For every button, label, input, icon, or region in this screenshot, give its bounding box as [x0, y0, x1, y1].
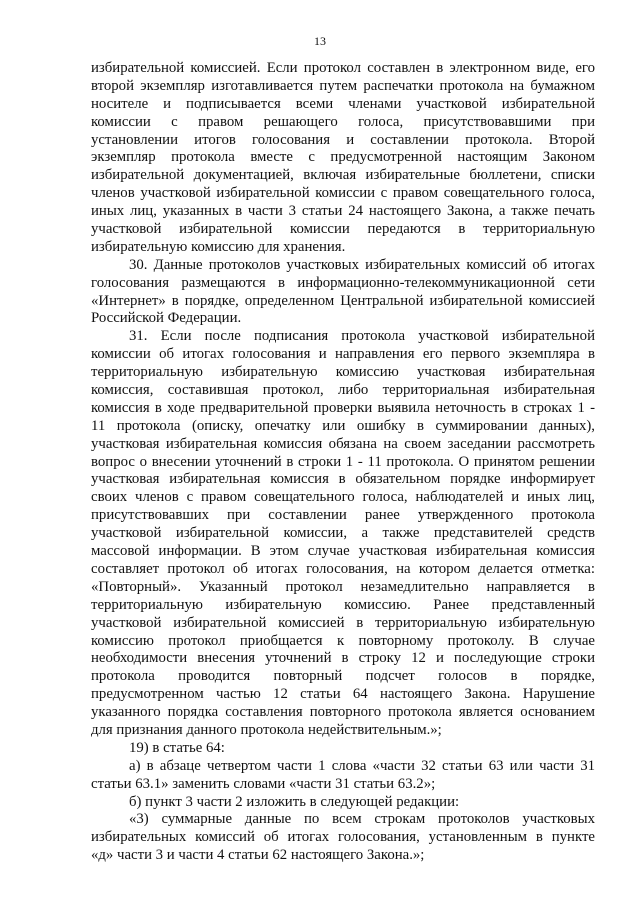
text-line: необходимости внесения уточнений в строку 12 и последующие строки — [91, 650, 595, 667]
text-line: вопрос о внесении уточнений в строки 1 - 11 протокола. О принятом решении — [91, 453, 595, 470]
text-line: 30. Данные протоколов участковых избирательных комиссий об итогах — [129, 256, 595, 273]
text-line: предусмотренном частью 12 статьи 64 настоящего Закона. Нарушение — [91, 686, 595, 703]
text-line: 31. Если после подписания протокола участковой избирательной — [129, 328, 595, 345]
text-line: комиссии об итогах голосования и направления его первого экземпляра в — [91, 346, 595, 363]
text-line: избирательную комиссию для хранения. — [91, 238, 346, 255]
text-line: для признания данного протокола недействительным.»; — [91, 721, 442, 738]
text-line: второй экземпляр изготавливается путем распечатки протокола на бумажном — [91, 77, 595, 94]
text-line: участковой избирательной комиссией в территориальную избирательную — [91, 614, 595, 631]
page-number: 13 — [314, 34, 326, 48]
text-line: 19) в статье 64: — [129, 739, 225, 756]
text-line: голосования размещаются в информационно-телекоммуникационной сети — [91, 274, 595, 291]
text-line: массовой информации. В этом случае участковая избирательная комиссия — [91, 543, 595, 560]
text-line: экземпляр протокола вместе с предусмотренной настоящим Законом — [91, 149, 595, 166]
text-line: комиссии с правом решающего голоса, присутствовавшими при — [91, 113, 595, 130]
text-line: территориальную избирательную комиссию участковая избирательная — [91, 364, 595, 381]
text-line: комиссия, составившая протокол, либо территориальная избирательная — [91, 382, 595, 399]
text-line: своих членов с правом совещательного голоса, наблюдателей и иных лиц, — [91, 489, 595, 506]
text-line: комиссию протокол приобщается к повторному протоколу. В случае — [91, 632, 595, 649]
text-line: протокола проводится повторный подсчет голосов в порядке, — [91, 668, 595, 685]
text-line: участковая избирательная комиссия в обязательном порядке информирует — [91, 471, 595, 488]
body-text — [91, 60, 595, 865]
text-line: «д» части 3 и части 4 статьи 62 настоящего Закона.»; — [91, 847, 425, 864]
text-line: иных лиц, указанных в части 3 статьи 24 настоящего Закона, а также печать — [91, 203, 595, 220]
text-line: членов участковой избирательной комиссии с правом совещательного голоса, — [91, 185, 595, 202]
text-line: комиссия в ходе предварительной проверки выявила неточность в строках 1 - — [91, 399, 595, 416]
text-line: участковой избирательной комиссии, а также представителей средств — [91, 525, 595, 542]
text-line: избирательных комиссий об итогах голосования, установленным в пункте — [91, 829, 595, 846]
text-line: Российской Федерации. — [91, 310, 242, 327]
text-line: а) в абзаце четвертом части 1 слова «части 32 статьи 63 или части 31 — [129, 757, 595, 774]
text-line: указанного порядка составления повторного протокола является основанием — [91, 704, 595, 721]
text-line: «Повторный». Указанный протокол незамедлительно направляется в — [91, 578, 595, 595]
text-line: «Интернет» в порядке, определенном Центральной избирательной комиссией — [91, 292, 595, 309]
text-line: установлении итогов голосования и составлении протокола. Второй — [91, 131, 595, 148]
text-line: носителе и подписывается всеми членами участковой избирательной — [91, 95, 595, 112]
text-line: участковая избирательная комиссия обязана на своем заседании рассмотреть — [91, 435, 595, 452]
text-line: б) пункт 3 части 2 изложить в следующей редакции: — [129, 793, 460, 810]
text-line: статьи 63.1» заменить словами «части 31 статьи 63.2»; — [91, 775, 436, 792]
text-line: территориальную избирательную комиссию. Ранее представленный — [91, 596, 595, 613]
text-line: присутствовавших при составлении ранее утвержденного протокола — [91, 507, 595, 524]
text-line: 11 протокола (описку, опечатку или ошибку в суммировании данных), — [91, 417, 595, 434]
text-line: избирательной документацией, включая избирательные бюллетени, списки — [91, 167, 595, 184]
text-line: составляет протокол об итогах голосования, на котором делается отметка: — [91, 560, 595, 577]
text-line: участковой избирательной комиссии передаются в территориальную — [91, 221, 595, 238]
text-line: избирательной комиссией. Если протокол составлен в электронном виде, его — [91, 60, 595, 76]
text-line: «3) суммарные данные по всем строкам протоколов участковых — [129, 811, 595, 828]
